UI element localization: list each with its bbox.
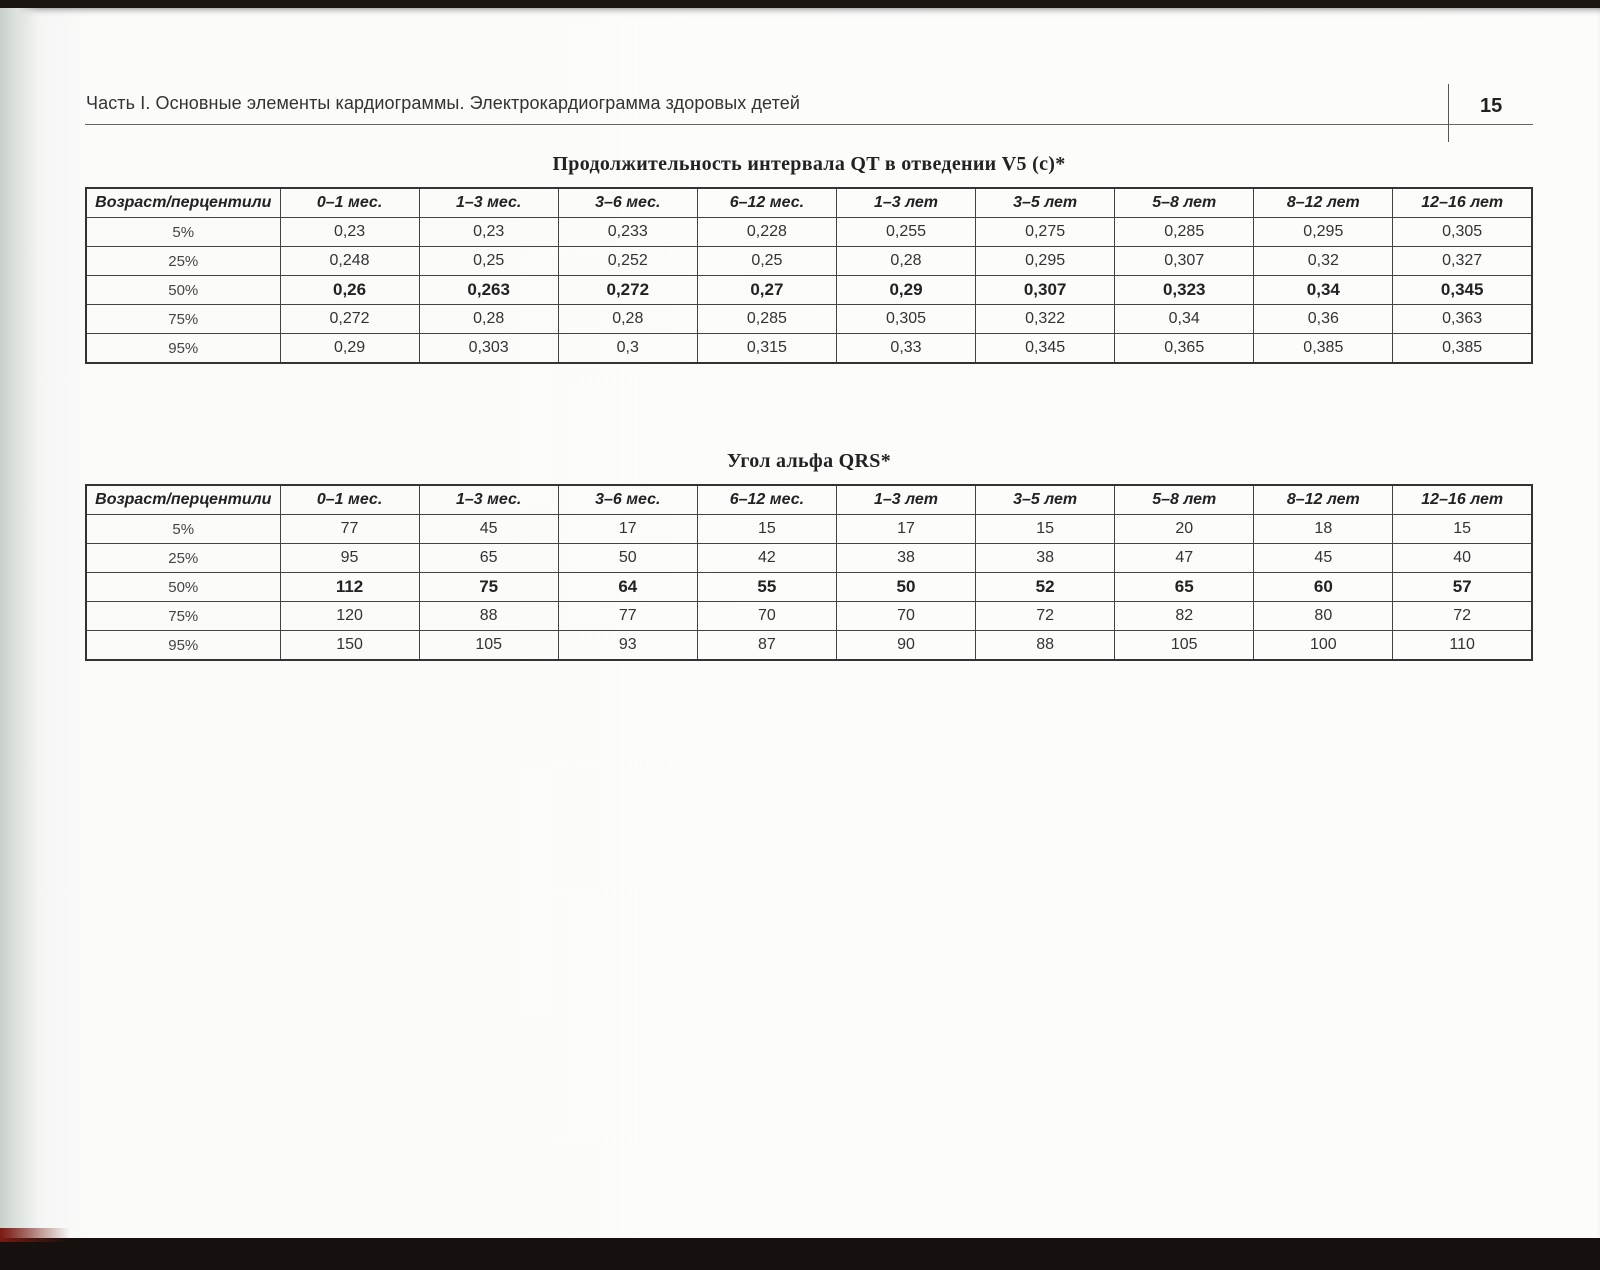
- table-cell: 0,29: [836, 276, 975, 305]
- column-header: 12–16 лет: [1393, 188, 1532, 218]
- table-row: [86, 305, 1532, 334]
- table-cell: 0,345: [976, 334, 1115, 364]
- table-cell: 0,295: [976, 247, 1115, 276]
- table-cell: 100: [1254, 631, 1393, 661]
- percentile-label: 25%: [86, 544, 280, 573]
- column-header: 0–1 мес.: [280, 188, 419, 218]
- percentile-label: 75%: [86, 305, 280, 334]
- table-cell: 0,29: [280, 334, 419, 364]
- percentile-label: 95%: [86, 334, 280, 364]
- column-header: 6–12 мес.: [697, 485, 836, 515]
- page-number: 15: [1480, 95, 1503, 117]
- table-cell: 0,23: [419, 218, 558, 247]
- table-cell: 0,248: [280, 247, 419, 276]
- column-header: 6–12 мес.: [697, 188, 836, 218]
- table-row: [86, 334, 1532, 364]
- table-cell: 0,323: [1115, 276, 1254, 305]
- table-cell: 17: [836, 515, 975, 544]
- page-binding-shadow: [0, 8, 40, 1238]
- table-cell: 65: [1115, 573, 1254, 602]
- header-rule: [85, 124, 1533, 125]
- table-cell: 15: [1393, 515, 1532, 544]
- table-cell: 42: [697, 544, 836, 573]
- column-header: 1–3 мес.: [419, 188, 558, 218]
- table-cell: 112: [280, 573, 419, 602]
- table-cell: 0,275: [976, 218, 1115, 247]
- table-cell: 0,307: [976, 276, 1115, 305]
- qrs-angle-table: [85, 484, 1533, 661]
- table-cell: 0,34: [1115, 305, 1254, 334]
- table-cell: 93: [558, 631, 697, 661]
- table-cell: 64: [558, 573, 697, 602]
- table-cell: 0,228: [697, 218, 836, 247]
- header-vertical-rule: [1448, 84, 1449, 142]
- table-cell: 0,385: [1254, 334, 1393, 364]
- column-header: 1–3 лет: [836, 188, 975, 218]
- table-cell: 52: [976, 573, 1115, 602]
- table-cell: 45: [419, 515, 558, 544]
- percentile-label: 95%: [86, 631, 280, 661]
- table-cell: 47: [1115, 544, 1254, 573]
- percentile-label: 25%: [86, 247, 280, 276]
- column-header: 8–12 лет: [1254, 188, 1393, 218]
- percentile-label: 75%: [86, 602, 280, 631]
- table-cell: 0,252: [558, 247, 697, 276]
- table-cell: 77: [280, 515, 419, 544]
- table-cell: 0,327: [1393, 247, 1532, 276]
- table-row: [86, 247, 1532, 276]
- table-cell: 0,28: [419, 305, 558, 334]
- table-cell: 88: [976, 631, 1115, 661]
- table-cell: 87: [697, 631, 836, 661]
- column-header: 3–6 мес.: [558, 485, 697, 515]
- table-cell: 70: [836, 602, 975, 631]
- table-cell: 0,322: [976, 305, 1115, 334]
- table-cell: 88: [419, 602, 558, 631]
- table-cell: 0,36: [1254, 305, 1393, 334]
- qt-interval-table: [85, 187, 1533, 364]
- table-cell: 72: [976, 602, 1115, 631]
- table-cell: 0,272: [558, 276, 697, 305]
- table-cell: 82: [1115, 602, 1254, 631]
- table-cell: 0,34: [1254, 276, 1393, 305]
- table-cell: 0,27: [697, 276, 836, 305]
- column-header: 3–6 мес.: [558, 188, 697, 218]
- table-row: [86, 515, 1532, 544]
- table-cell: 0,305: [836, 305, 975, 334]
- table-cell: 0,25: [419, 247, 558, 276]
- table-cell: 0,25: [697, 247, 836, 276]
- table-cell: 0,385: [1393, 334, 1532, 364]
- table-cell: 105: [419, 631, 558, 661]
- table-cell: 0,272: [280, 305, 419, 334]
- percentile-label: 50%: [86, 276, 280, 305]
- table-row: [86, 218, 1532, 247]
- table-cell: 80: [1254, 602, 1393, 631]
- table-cell: 38: [836, 544, 975, 573]
- table-cell: 40: [1393, 544, 1532, 573]
- table-cell: 75: [419, 573, 558, 602]
- table-cell: 0,26: [280, 276, 419, 305]
- table-cell: 150: [280, 631, 419, 661]
- table-cell: 57: [1393, 573, 1532, 602]
- table-cell: 0,233: [558, 218, 697, 247]
- column-header: 1–3 лет: [836, 485, 975, 515]
- table-cell: 0,3: [558, 334, 697, 364]
- table-cell: 72: [1393, 602, 1532, 631]
- table-cell: 0,28: [558, 305, 697, 334]
- running-header: Часть I. Основные элементы кардиограммы. Электрокардиограмма здоровых детей: [86, 93, 800, 113]
- scan-corner-mark: [0, 1228, 70, 1242]
- table-cell: 45: [1254, 544, 1393, 573]
- qt-table-title: Продолжительность интервала QT в отведении V5 (с)*: [552, 153, 1066, 175]
- table-cell: 0,345: [1393, 276, 1532, 305]
- table-cell: 0,263: [419, 276, 558, 305]
- table-cell: 105: [1115, 631, 1254, 661]
- table-cell: 0,28: [836, 247, 975, 276]
- table-cell: 50: [836, 573, 975, 602]
- table-cell: 90: [836, 631, 975, 661]
- column-header: 3–5 лет: [976, 485, 1115, 515]
- table-cell: 18: [1254, 515, 1393, 544]
- table-cell: 0,307: [1115, 247, 1254, 276]
- column-header-age-percentile: Возраст/перцентили: [86, 188, 280, 218]
- table-cell: 0,303: [419, 334, 558, 364]
- column-header: 5–8 лет: [1115, 188, 1254, 218]
- table-cell: 15: [697, 515, 836, 544]
- column-header: 0–1 мес.: [280, 485, 419, 515]
- table-cell: 95: [280, 544, 419, 573]
- table-row: [86, 631, 1532, 661]
- header-row: [86, 188, 1532, 218]
- table-cell: 38: [976, 544, 1115, 573]
- table-cell: 77: [558, 602, 697, 631]
- table-cell: 0,32: [1254, 247, 1393, 276]
- table-cell: 50: [558, 544, 697, 573]
- percentile-label: 50%: [86, 573, 280, 602]
- percentile-label: 5%: [86, 218, 280, 247]
- table-row: [86, 544, 1532, 573]
- column-header: 8–12 лет: [1254, 485, 1393, 515]
- table-cell: 60: [1254, 573, 1393, 602]
- percentile-label: 5%: [86, 515, 280, 544]
- table-cell: 0,363: [1393, 305, 1532, 334]
- table-row: [86, 573, 1532, 602]
- table-row: [86, 602, 1532, 631]
- header-row: [86, 485, 1532, 515]
- table-cell: 0,305: [1393, 218, 1532, 247]
- column-header: 3–5 лет: [976, 188, 1115, 218]
- table-cell: 0,255: [836, 218, 975, 247]
- scan-bottom-edge: [0, 1238, 1600, 1270]
- column-header: 1–3 мес.: [419, 485, 558, 515]
- table-cell: 15: [976, 515, 1115, 544]
- table-cell: 0,365: [1115, 334, 1254, 364]
- table-cell: 70: [697, 602, 836, 631]
- table-cell: 20: [1115, 515, 1254, 544]
- table-cell: 0,23: [280, 218, 419, 247]
- column-header-age-percentile: Возраст/перцентили: [86, 485, 280, 515]
- table-cell: 120: [280, 602, 419, 631]
- column-header: 12–16 лет: [1393, 485, 1532, 515]
- table-cell: 0,285: [697, 305, 836, 334]
- table-row: [86, 276, 1532, 305]
- column-header: 5–8 лет: [1115, 485, 1254, 515]
- table-cell: 0,285: [1115, 218, 1254, 247]
- table-cell: 17: [558, 515, 697, 544]
- table-cell: 0,295: [1254, 218, 1393, 247]
- table-cell: 0,33: [836, 334, 975, 364]
- table-cell: 110: [1393, 631, 1532, 661]
- table-cell: 55: [697, 573, 836, 602]
- qrs-table-title: Угол альфа QRS*: [726, 450, 891, 472]
- table-cell: 0,315: [697, 334, 836, 364]
- table-cell: 65: [419, 544, 558, 573]
